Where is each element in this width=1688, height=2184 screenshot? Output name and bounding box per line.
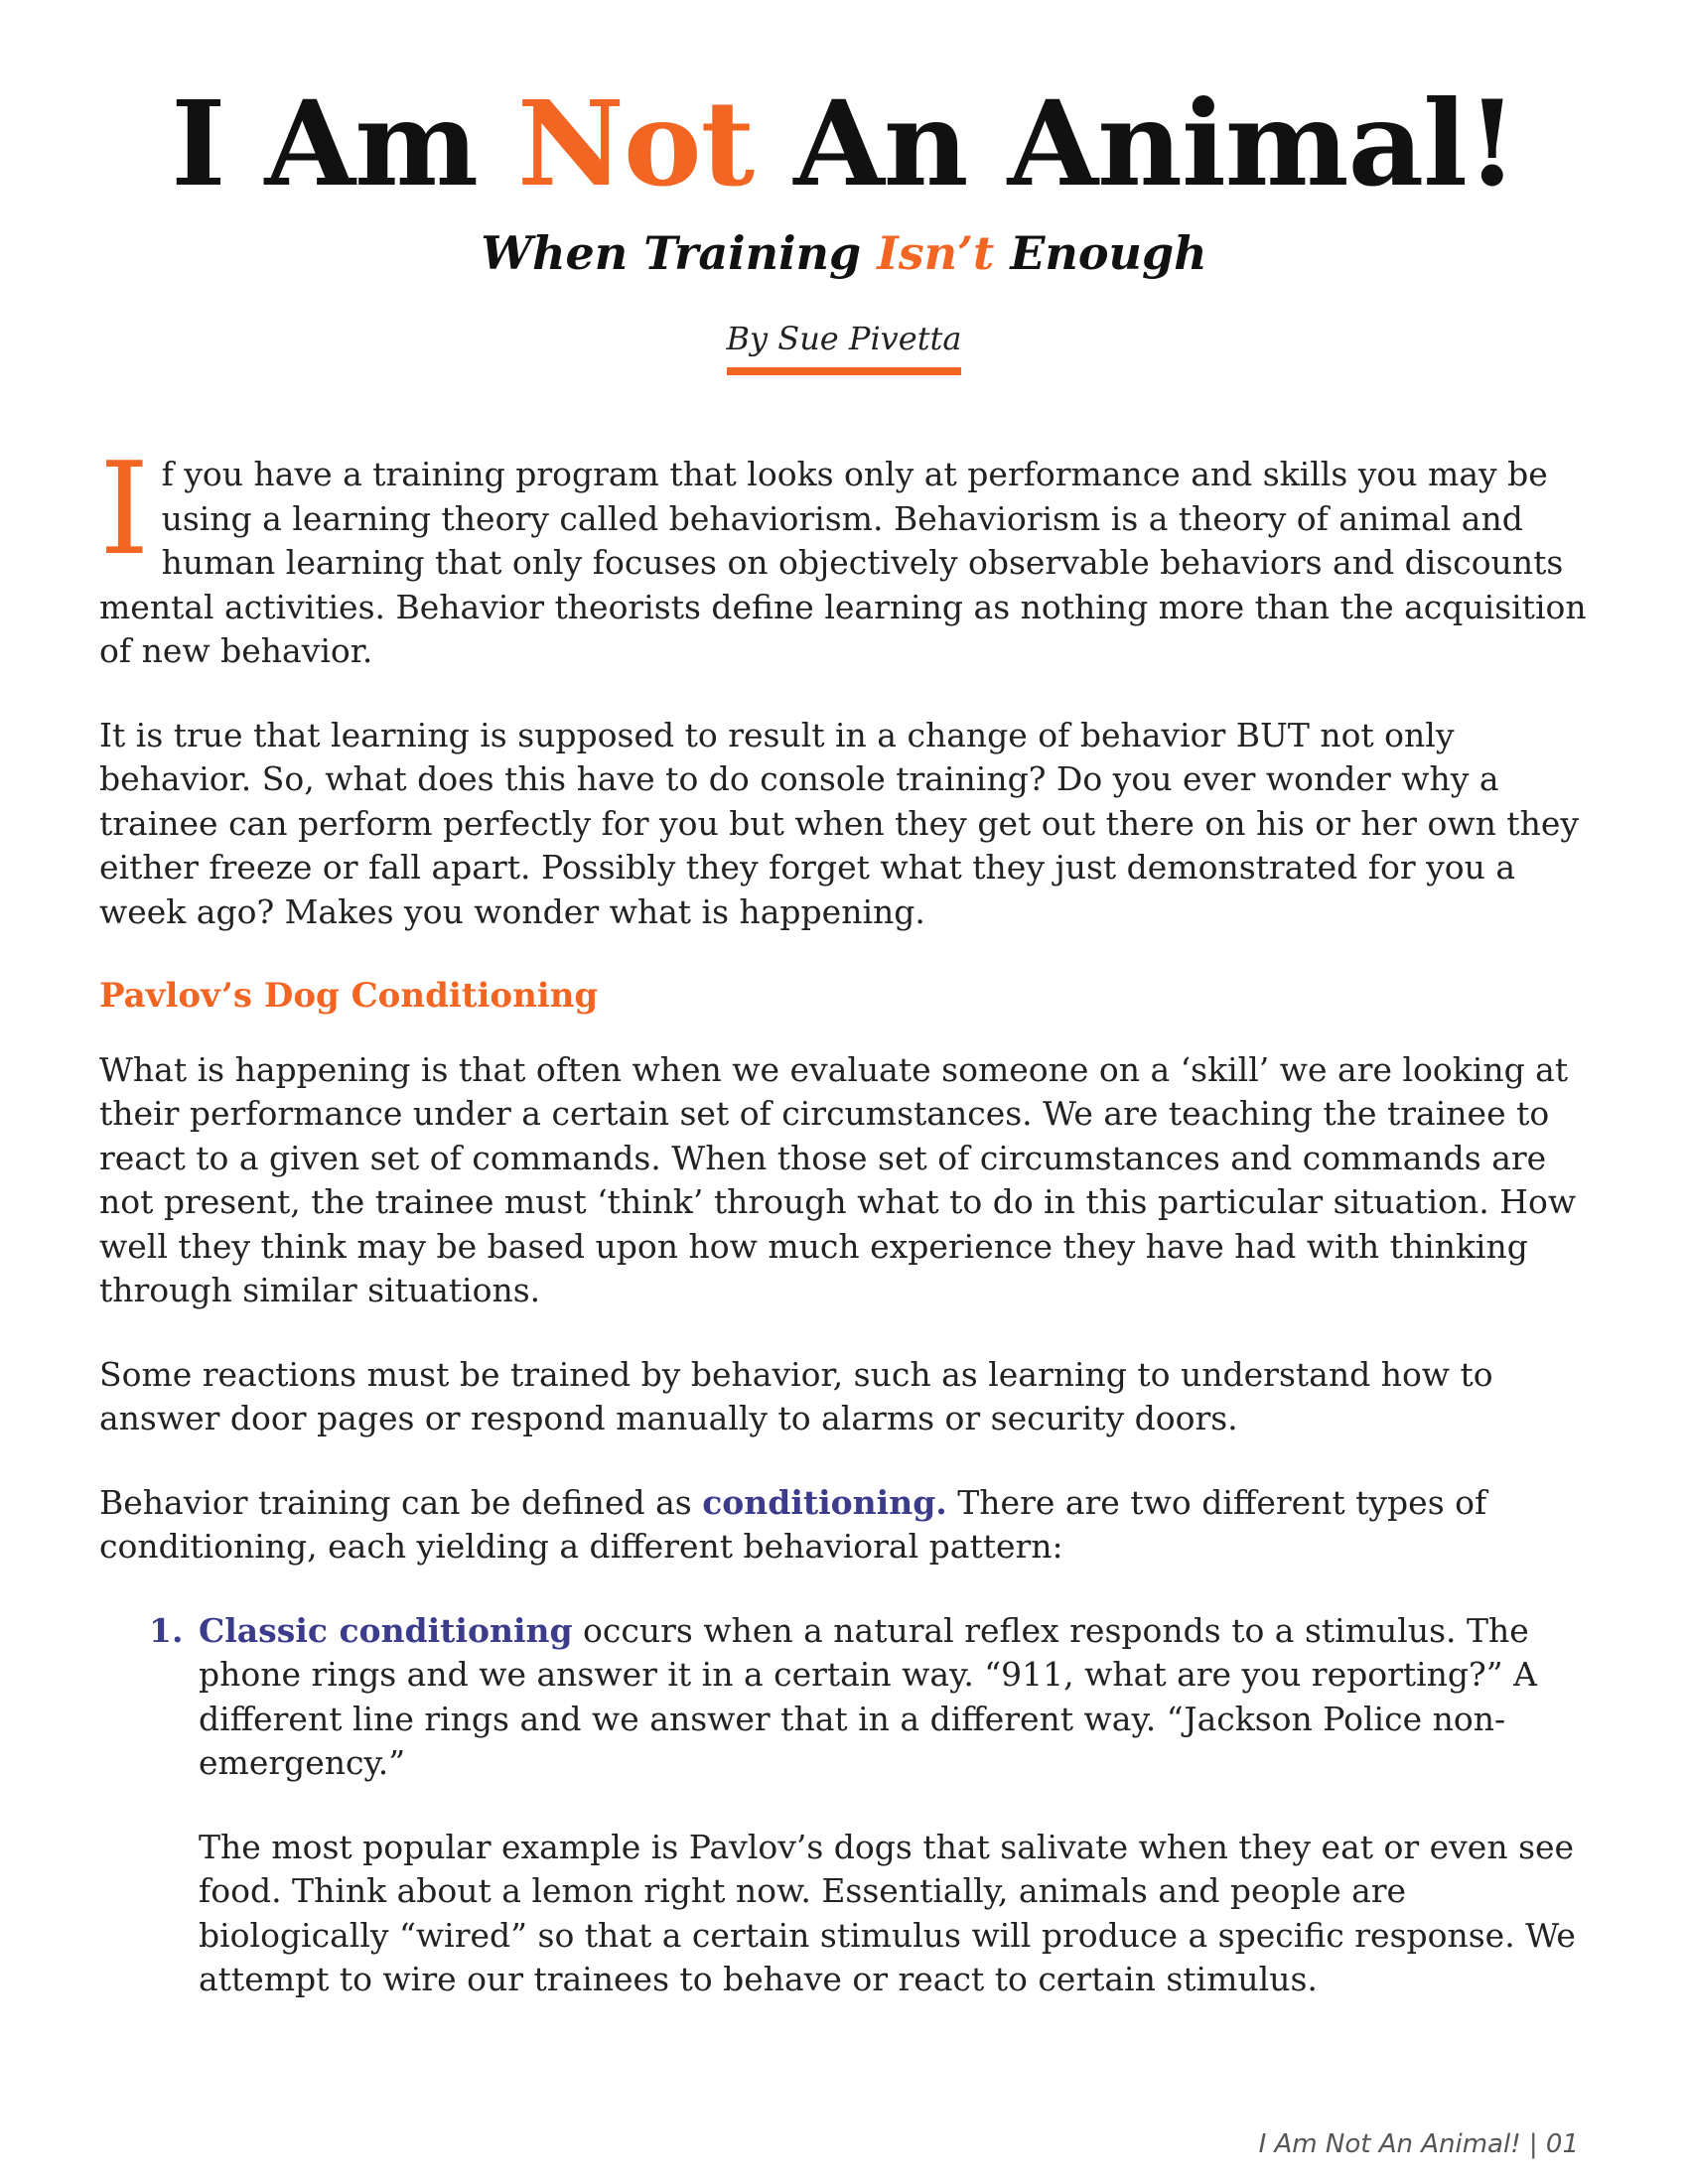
page-footer: I Am Not An Animal! | 01 bbox=[1258, 2129, 1579, 2159]
list-item-text bbox=[199, 1609, 1589, 1786]
section-heading: Pavlov’s Dog Conditioning bbox=[99, 976, 599, 1016]
drop-cap: I bbox=[99, 436, 150, 584]
list-item bbox=[99, 1609, 1589, 2002]
article-body bbox=[99, 436, 1589, 2042]
byline: By Sue Pivetta bbox=[727, 320, 962, 375]
conditioning-list bbox=[99, 1609, 1589, 2002]
paragraph-5 bbox=[99, 1481, 1589, 1570]
classic-conditioning-term: Classic conditioning bbox=[199, 1610, 573, 1650]
title-part-1: I Am bbox=[171, 74, 518, 212]
intro-paragraph bbox=[99, 436, 1589, 674]
subtitle-part-1: When Training bbox=[481, 226, 878, 280]
page-subtitle bbox=[0, 226, 1688, 280]
page-title bbox=[0, 74, 1688, 212]
subtitle-highlight: Isn’t bbox=[877, 226, 995, 280]
list-number: 1. bbox=[149, 1610, 184, 1650]
paragraph-3: What is happening is that often when we evaluate someone on a ‘skill’ we are looking at their performance under a certain set of circumstances. We are teaching the trainee to react to a given set of commands. When those set of circumstances and commands are not present, the trainee must ‘think’ through what to do in this particular situation. How well they think may be based upon how much experience they have had with thinking through similar situations. bbox=[99, 1049, 1577, 1309]
byline-container bbox=[0, 320, 1688, 375]
title-highlight: Not bbox=[517, 74, 755, 212]
paragraph-4: Some reactions must be trained by behavior, such as learning to understand how to answer door pages or respond manually to alarms or security doors. bbox=[99, 1354, 1493, 1437]
paragraph-2: It is true that learning is supposed to result in a change of behavior BUT not only behavior. So, what does this have to do console training? Do you ever wonder why a trainee can perform perfectly for you but when they get out there on his or her own they either freeze or fall apart. Possibly they forget what they just demonstrated for you a week ago? Makes you wonder what is happening. bbox=[99, 715, 1579, 931]
paragraph-5-before: Behavior training can be defined as bbox=[99, 1482, 703, 1522]
conditioning-term: conditioning. bbox=[702, 1482, 947, 1522]
subtitle-part-2: Enough bbox=[994, 226, 1207, 280]
list-item-extra: The most popular example is Pavlov’s dogs that salivate when they eat or even see food. Think about a lemon right now. Essentially, animals and people are biologically “wired” so that a certain stimulus will produce a specific response. We attempt to wire our trainees to behave or react to certain stimulus. bbox=[199, 1827, 1576, 1998]
title-part-2: An Animal! bbox=[754, 74, 1517, 212]
paragraph-5-after: There are two different types of conditioning, each yielding a different behavioral pattern: bbox=[99, 1482, 1487, 1566]
intro-text: f you have a training program that looks only at performance and skills you may be using a learning theory called behaviorism. Behaviorism is a theory of animal and human learning that only focuses on objectively observable behaviors and discounts mental activities. Behavior theorists define learning as nothing more than the acquisition of new behavior. bbox=[99, 455, 1587, 670]
list-item-body: occurs when a natural reflex responds to a stimulus. The phone rings and we answer it in a certain way. “911, what are you reporting?” A different line rings and we answer that in a different way. “Jackson Police non-emergency.” bbox=[199, 1610, 1537, 1782]
